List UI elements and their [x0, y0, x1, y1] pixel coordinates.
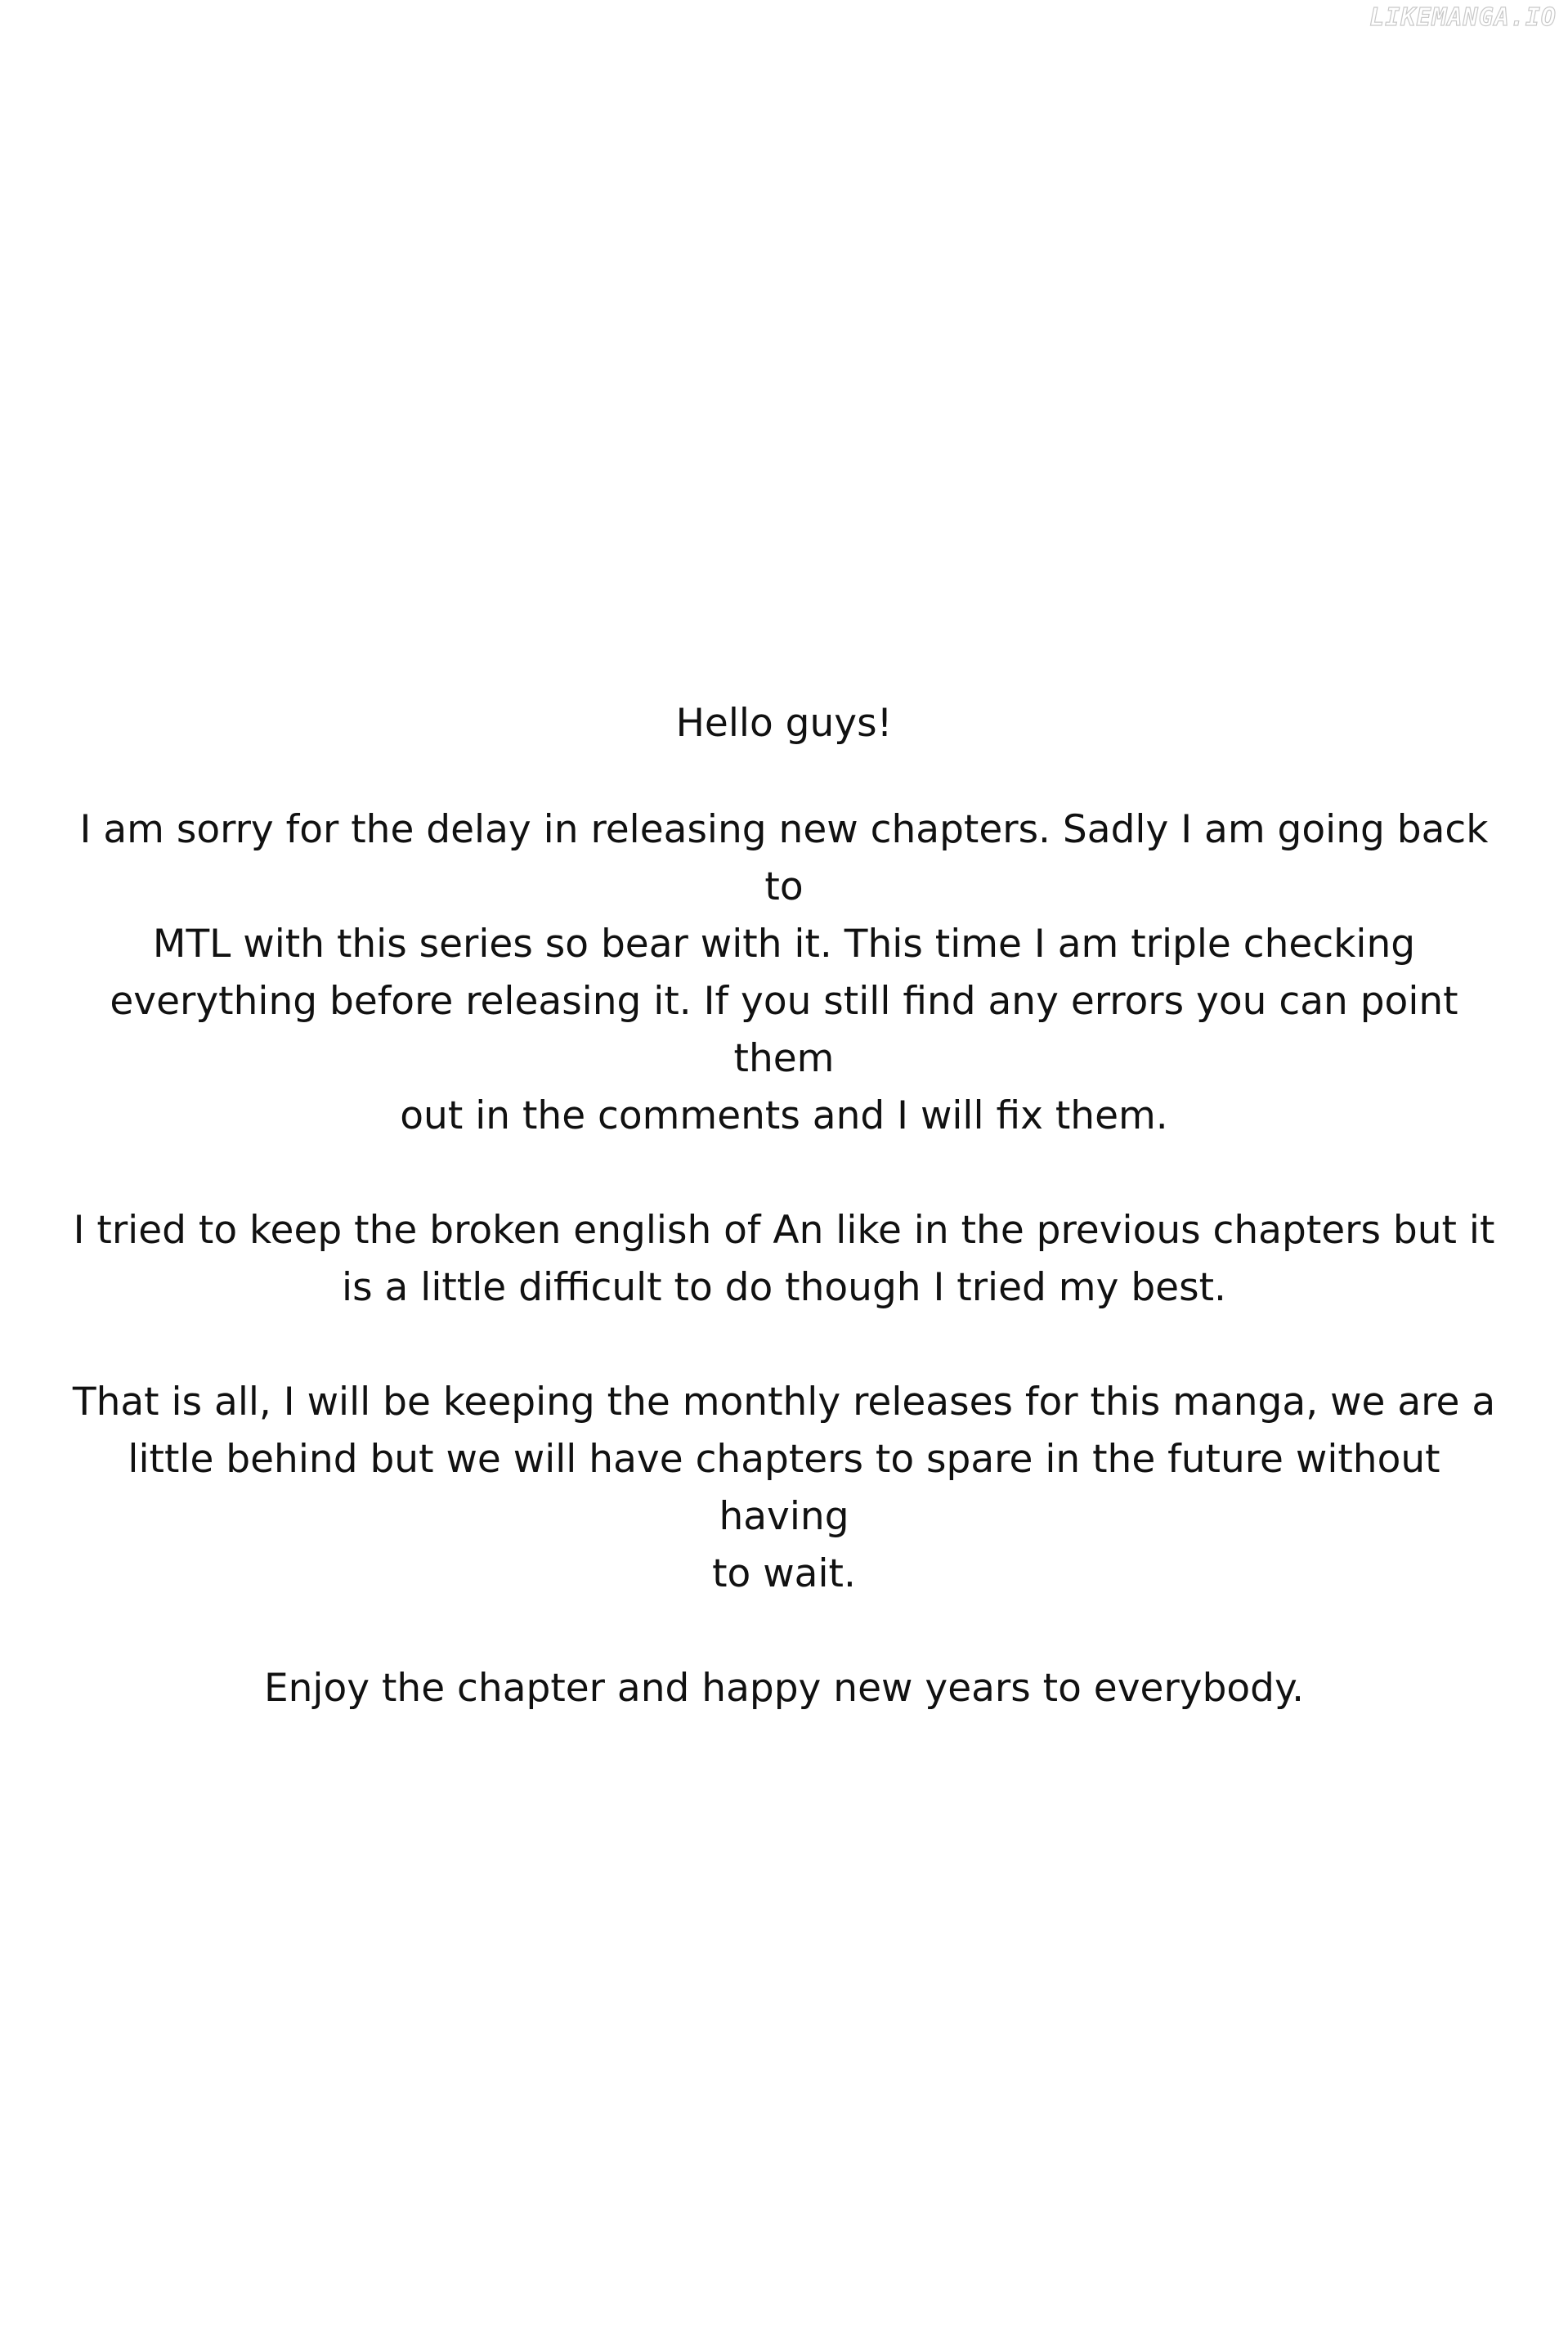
text-line: Enjoy the chapter and happy new years to everybody. — [263, 1666, 1305, 1711]
site-watermark: LIKEMANGA.IO — [1369, 3, 1557, 32]
text-line: to wait. — [712, 1551, 856, 1596]
text-line: MTL with this series so bear with it. This time I am triple checking — [152, 922, 1416, 967]
text-line: is a little difficult to do though I tried my best. — [342, 1265, 1226, 1310]
text-line: little behind but we will have chapters to spare in the future without having — [128, 1437, 1440, 1539]
paragraph-broken-english — [65, 1202, 1503, 1317]
paragraph-delay-apology — [65, 801, 1503, 1145]
paragraph-monthly-releases — [65, 1374, 1503, 1603]
text-line: out in the comments and I will fix them. — [400, 1093, 1168, 1138]
translator-note — [65, 695, 1503, 1775]
text-line: That is all, I will be keeping the monthly releases for this manga, we are a — [72, 1380, 1496, 1425]
paragraph-closing — [65, 1660, 1503, 1717]
greeting-text: Hello guys! — [675, 701, 893, 746]
text-line: I am sorry for the delay in releasing new chapters. Sadly I am going back to — [79, 807, 1489, 909]
text-line: I tried to keep the broken english of An like in the previous chapters but it — [73, 1208, 1495, 1253]
text-line: everything before releasing it. If you still find any errors you can point them — [110, 979, 1458, 1081]
